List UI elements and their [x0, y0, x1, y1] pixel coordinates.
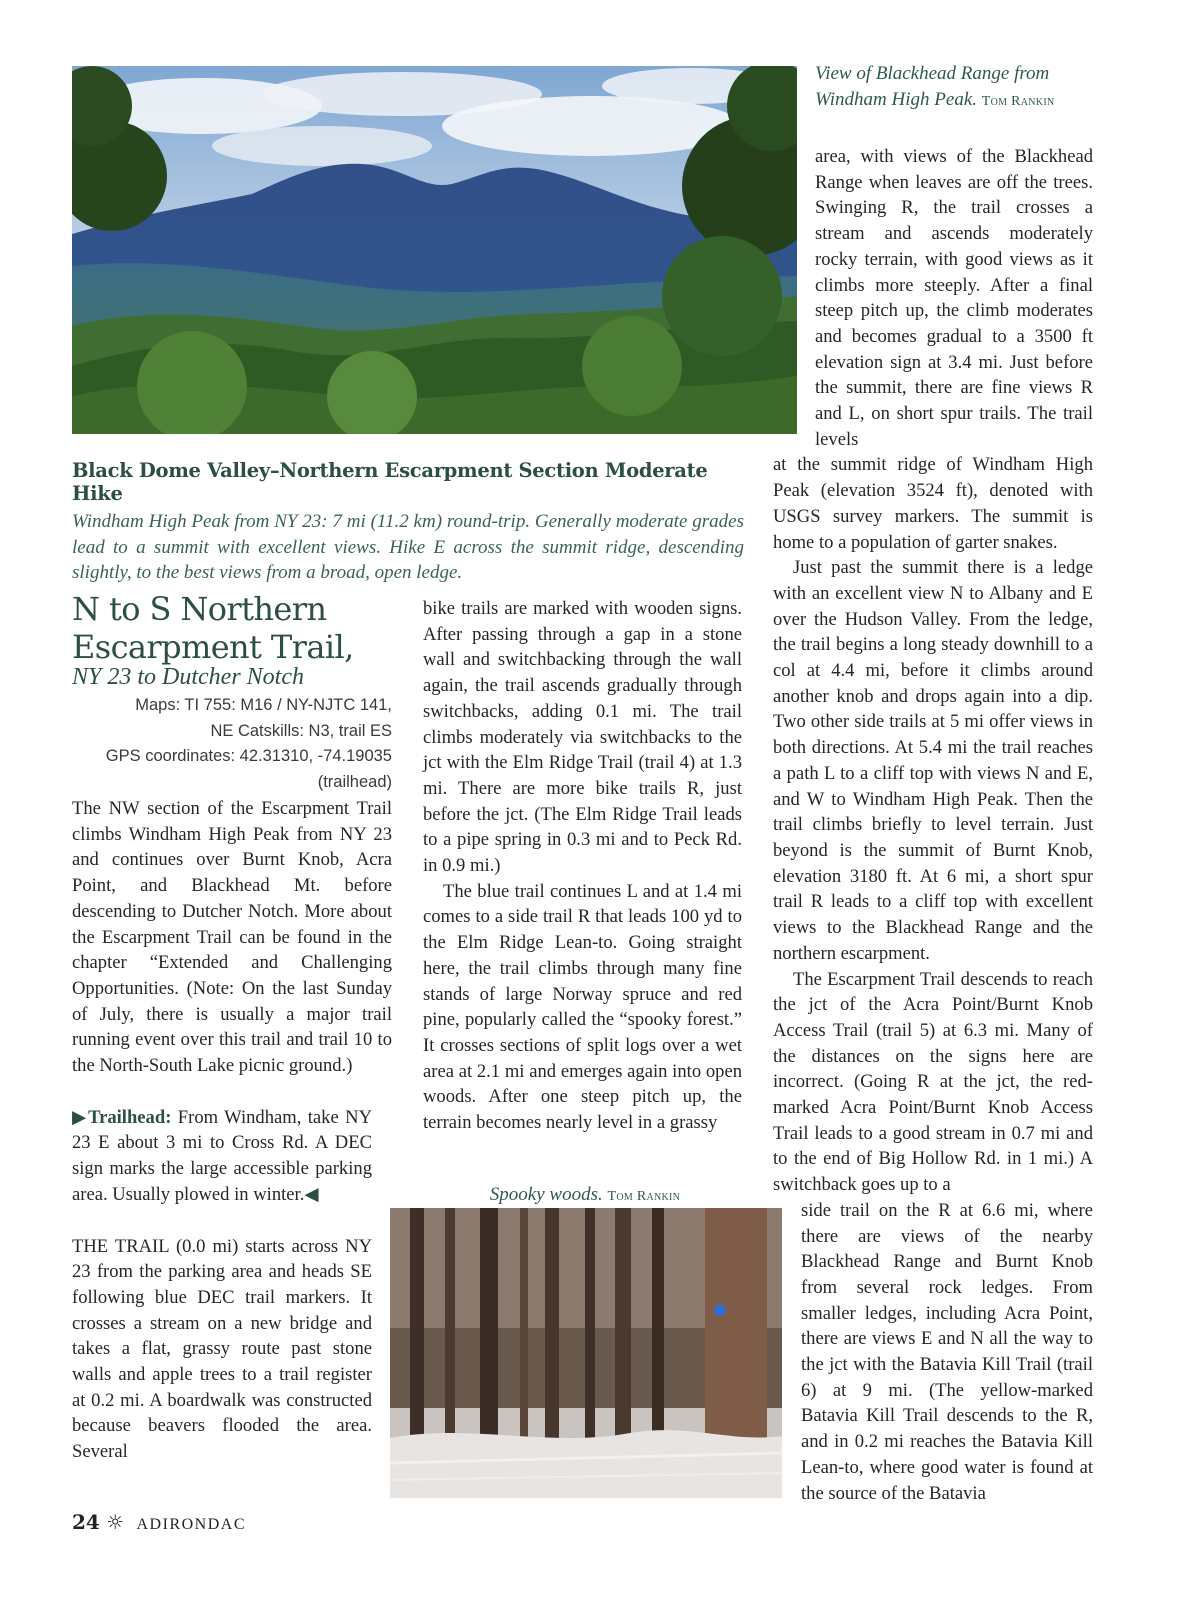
gps-line1: GPS coordinates: 42.31310, -74.19035 — [105, 747, 392, 765]
page-number: 24 — [72, 1510, 100, 1534]
col2-paragraph-2: The blue trail continues L and at 1.4 mi comes to a side trail R that leads 100 yd to the Elm Ridge Lean-to. Going straight here, the trail climbs through many fine stands of large Norway spruce and red pine, popularly called the “spooky forest.” It crosses sections of split logs over a wet area at 2.1 mi and emerges again into open woods. After one steep pitch up, the terrain becomes nearly level in a grassy — [423, 880, 742, 1134]
photo-caption-bottom — [390, 1182, 780, 1210]
photo-credit-bottom: Tom Rankin — [607, 1189, 681, 1204]
trailhead-label: Trailhead: — [88, 1106, 172, 1128]
trailhead-end-marker-icon: ◀ — [304, 1183, 319, 1205]
column-1-text — [72, 796, 392, 1465]
snowy-forest-illustration — [390, 1208, 782, 1498]
col3-paragraph-2: Just past the summit there is a ledge with an excellent view N to Albany and E over the Hudson Valley. From the ledge, the trail begins a long steady downhill to a col at 4.4 mi, before it climbs around another knob and drops again into a dip. Two other side trails at 5 mi offer views in both directions. At 5.4 mi the trail reaches a path L to a cliff top with views N and E, and W to Windham High Peak. Then the trail climbs briefly to level terrain. Just beyond is the summit of Burnt Knob, elevation 3180 ft. At 6 mi, a short spur trail R leads to a cliff top with excellent views to the Blackhead Range and the northern escarpment. — [773, 557, 1093, 964]
section-subtitle: NY 23 to Dutcher Notch — [72, 664, 304, 690]
col3-paragraph-3-wide: The Escarpment Trail descends to reach the jct of the Acra Point/Burnt Knob Access Trail (trail 5) at 6.3 mi. Many of the distances on the signs here are incorrect. (Going R at the jct, the red-marked Acra Point/Burnt Knob Access Trail leads to a good stream in 0.7 mi and to the end of Big Hollow Rd. in 1 mi.) A switchback goes up to a — [773, 968, 1093, 1196]
col1-paragraph-1: The NW section of the Escarpment Trail climbs Windham High Peak from NY 23 and continues over Burnt Knob, Acra Point, and Blackhead Mt. before descending to Dutcher Notch. More about the Escarpment Trail can be found in the chapter “Extended and Challenging Opportunities. (Note: On the last Sunday of July, there is usually a major trail running event over this trail and trail 10 to the North-South Lake picnic ground.) — [72, 798, 392, 1077]
column-3-text — [773, 144, 1093, 1506]
mountain-landscape-illustration — [72, 66, 797, 434]
maps-line1: Maps: TI 755: M16 / NY-NJTC 141, — [135, 696, 392, 714]
section-title-line1: N to S Northern — [72, 590, 327, 628]
photo-caption-top-text: View of Blackhead Range from Windham High Peak. — [815, 63, 1050, 110]
magazine-name: ADIRONDAC — [136, 1516, 246, 1533]
col3-paragraph-1-wide: at the summit ridge of Windham High Peak (elevation 3524 ft), denoted with USGS survey markers. The summit is home to a population of garter snakes. — [773, 454, 1093, 553]
photo-caption-bottom-text: Spooky woods. — [489, 1184, 603, 1205]
photo-blackhead-range — [72, 66, 797, 434]
col1-paragraph-3: THE TRAIL (0.0 mi) starts across NY 23 from the parking area and heads SE following blue DEC trail markers. It crosses a stream on a new bridge and takes a flat, grassy route past stone walls and apple trees to a trail register at 0.2 mi. A boardwalk was constructed because beavers flooded the area. Several — [72, 1235, 372, 1463]
trailhead-text: From Windham, take NY 23 E about 3 mi to Cross Rd. A DEC sign marks the large accessible parking area. Usually plowed in winter. — [72, 1106, 372, 1205]
section-heading — [72, 590, 392, 795]
hike-description: Windham High Peak from NY 23: 7 mi (11.2 km) round-trip. Generally moderate grades lead to a summit with excellent views. Hike E across the summit ridge, descending slightly, to the best views from a broad, open ledge. — [72, 511, 744, 583]
column-2-text — [423, 596, 742, 1136]
maps-line2: NE Catskills: N3, trail ES — [210, 721, 392, 740]
hike-summary — [72, 459, 744, 586]
photo-credit-top: Tom Rankin — [981, 94, 1055, 109]
trailhead-start-marker-icon: ▶ — [72, 1106, 89, 1128]
section-maps-info — [72, 693, 392, 795]
col2-paragraph-1: bike trails are marked with wooden signs. After passing through a gap in a stone wall and switchbacking through the wall again, the trail ascends gradually through switchbacks, adding 0.1 mi. The trail climbs moderately via switchbacks to the jct with the Elm Ridge Trail (trail 4) at 1.3 mi. There are more bike trails R, just before the jct. (The Elm Ridge Trail leads to a pipe spring in 0.3 mi and to Peck Rd. in 0.9 mi.) — [423, 598, 742, 877]
page-folio — [72, 1510, 246, 1534]
gps-line2: (trailhead) — [317, 772, 392, 791]
col3-paragraph-3-narrow: side trail on the R at 6.6 mi, where there are views of the nearby Blackhead Range and Burnt Knob from several rock ledges. From smaller ledges, including Acra Point, there are views E and N all the way to the jct with the Batavia Kill Trail (trail 6) at 9 mi. (The yellow-marked Batavia Kill Trail descends to the R, and in 0.2 mi reaches the Batavia Kill Lean-to, where good water is found at the source of the Batavia — [801, 1199, 1093, 1504]
trailhead-paragraph — [72, 1105, 372, 1208]
hike-title: Black Dome Valley–Northern Escarpment Section Moderate Hike — [72, 459, 708, 505]
photo-spooky-woods — [390, 1208, 782, 1498]
photo-caption-top — [815, 61, 1115, 115]
section-title-line2: Escarpment Trail, — [72, 628, 354, 666]
col3-paragraph-1-narrow: area, with views of the Blackhead Range when leaves are off the trees. Swinging R, the trail crosses a stream and ascends moderately rocky terrain, with good views as it climbs more steeply. After a final steep pitch up, the climb moderates and becomes gradual to a 3500 ft elevation sign at 3.4 mi. Just before the summit, there are fine views R and L, on short spur trails. The trail levels — [815, 146, 1093, 450]
sun-icon: ☼ — [106, 1510, 125, 1534]
